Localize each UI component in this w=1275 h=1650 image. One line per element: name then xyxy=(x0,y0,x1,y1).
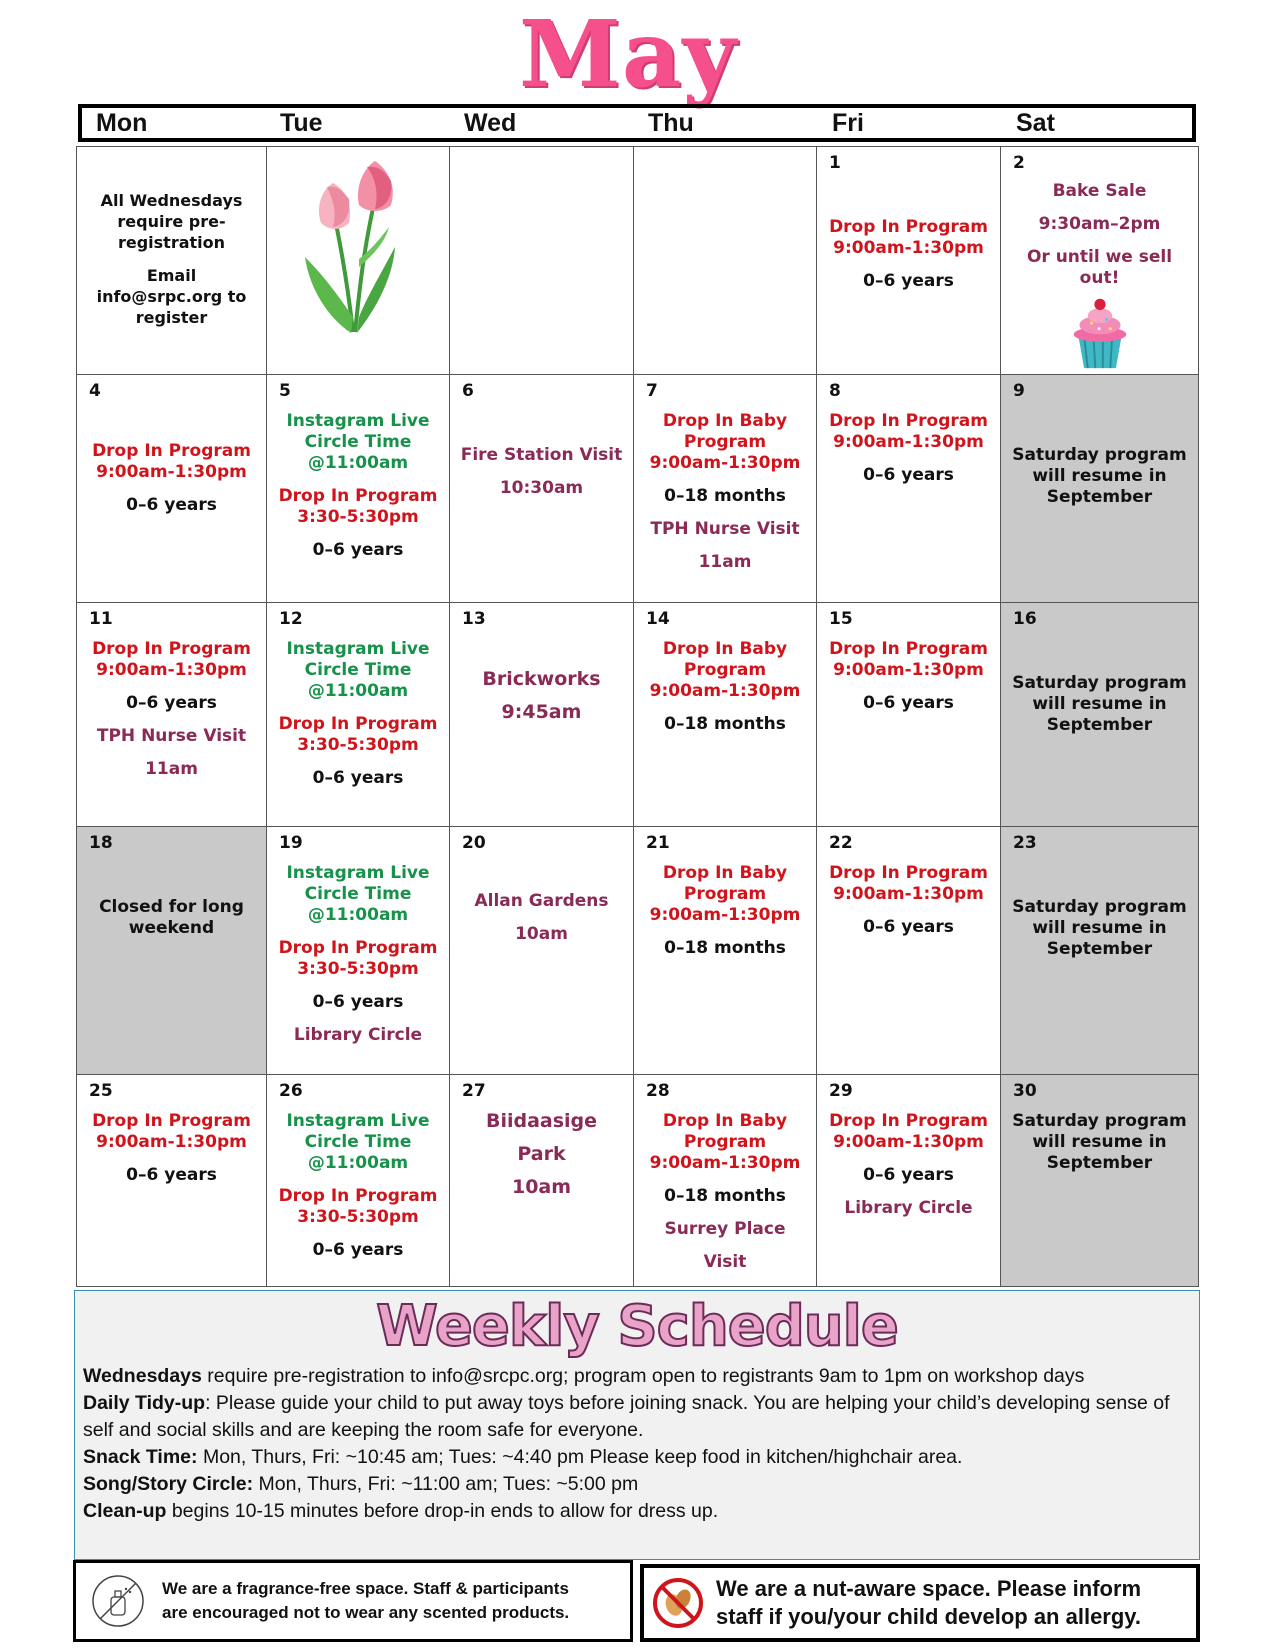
event-line: 9:00am-1:30pm xyxy=(96,660,247,680)
event-line: Instagram Live xyxy=(286,863,430,883)
header-mon: Mon xyxy=(96,109,148,137)
day-number: 21 xyxy=(646,833,670,853)
event-line: Drop In Program xyxy=(92,1111,251,1131)
day-number: 4 xyxy=(89,381,101,401)
day-cell-30 xyxy=(1001,1075,1199,1287)
event-line: Bake Sale xyxy=(1052,181,1147,201)
note-line: register xyxy=(135,307,208,327)
event-line: Drop In Program xyxy=(829,217,988,237)
event-line: Drop In Baby xyxy=(662,639,788,659)
event-line: 10:30am xyxy=(499,478,584,498)
event-line: 3:30-5:30pm xyxy=(297,735,419,755)
tulip-illustration-icon xyxy=(267,147,450,375)
event-line: 3:30-5:30pm xyxy=(297,1207,419,1227)
event-line: 9:00am-1:30pm xyxy=(833,238,984,258)
event-line: will resume in xyxy=(1032,1132,1167,1152)
event-line: Drop In Program xyxy=(829,639,988,659)
day-cell-4 xyxy=(77,375,267,603)
day-number: 16 xyxy=(1013,609,1037,629)
day-cell-19 xyxy=(267,827,450,1075)
event-line: will resume in xyxy=(1032,466,1167,486)
event-line: 9:00am-1:30pm xyxy=(833,1132,984,1152)
day-cell-1 xyxy=(817,147,1001,375)
fragrance-line: We are a fragrance-free space. Staff & participants xyxy=(162,1579,569,1598)
event-line: Drop In Baby xyxy=(662,863,788,883)
event-line: Drop In Program xyxy=(278,938,438,958)
note-line: All Wednesdays xyxy=(100,190,243,210)
event-line: Surrey Place xyxy=(664,1219,786,1239)
clean-up-rule: Clean-up begins 10-15 minutes before drop-in ends to allow for dress up. xyxy=(83,1500,719,1522)
weekly-schedule-body xyxy=(75,1363,1199,1525)
wednesdays-rule: Wednesdays require pre-registration to info@srcpc.org; program open to registrants 9am to 1pm on workshop days xyxy=(83,1365,1085,1387)
event-line: 0–6 years xyxy=(312,992,404,1012)
day-cell-5 xyxy=(267,375,450,603)
event-line: 0–6 years xyxy=(863,465,954,485)
day-number: 12 xyxy=(279,609,303,629)
day-number: 9 xyxy=(1013,381,1025,401)
day-cell-11 xyxy=(77,603,267,827)
event-line: 0–6 years xyxy=(863,693,954,713)
event-line: Brickworks xyxy=(482,668,601,690)
event-line: 9:00am-1:30pm xyxy=(649,1153,801,1173)
day-number: 15 xyxy=(829,609,853,629)
event-line: 0–6 years xyxy=(863,271,954,291)
day-number: 27 xyxy=(462,1081,486,1101)
event-line: 3:30-5:30pm xyxy=(297,959,419,979)
event-line: Or until we sell out! xyxy=(1026,247,1173,288)
event-line: Closed for long xyxy=(99,897,244,917)
day-cell-9 xyxy=(1001,375,1199,603)
day-number: 6 xyxy=(462,381,474,401)
header-fri: Fri xyxy=(832,109,864,137)
event-line: 11am xyxy=(698,552,752,572)
day-number: 8 xyxy=(829,381,841,401)
event-line: 0–6 years xyxy=(312,1240,404,1260)
event-line: 3:30-5:30pm xyxy=(297,507,419,527)
day-cell-14 xyxy=(634,603,817,827)
event-line: Drop In Program xyxy=(278,486,438,506)
event-line: 0–6 years xyxy=(312,768,404,788)
event-line: @11:00am xyxy=(307,681,409,701)
event-line: Instagram Live xyxy=(286,411,430,431)
nut-line: We are a nut-aware space. Please inform xyxy=(716,1576,1142,1601)
event-line: 9:00am-1:30pm xyxy=(833,432,984,452)
note-line: info@srpc.org to xyxy=(96,286,247,306)
header-tue: Tue xyxy=(280,109,323,137)
day-number: 13 xyxy=(462,609,486,629)
event-line: 0–18 months xyxy=(664,938,786,958)
event-line: Drop In Program xyxy=(829,411,988,431)
event-line: 0–18 months xyxy=(664,486,786,506)
event-line: 0–18 months xyxy=(664,1186,786,1206)
empty-cell xyxy=(450,147,634,375)
day-cell-12 xyxy=(267,603,450,827)
day-cell-28 xyxy=(634,1075,817,1287)
header-thu: Thu xyxy=(648,109,694,137)
event-line: September xyxy=(1046,487,1153,507)
event-line: Instagram Live xyxy=(286,639,430,659)
event-line: Program xyxy=(683,1132,767,1152)
event-line: 9:00am-1:30pm xyxy=(96,462,247,482)
tidy-up-rule: Daily Tidy-up: Please guide your child to put away toys before joining snack. You are helping your child’s developing sense of self and social skills and are keeping the room safe for everyone. xyxy=(83,1392,1170,1441)
event-line: Instagram Live xyxy=(286,1111,430,1131)
nut-aware-notice xyxy=(640,1564,1200,1642)
day-cell-13 xyxy=(450,603,634,827)
day-cell-26 xyxy=(267,1075,450,1287)
event-line: 0–6 years xyxy=(126,693,217,713)
day-number: 30 xyxy=(1013,1081,1037,1101)
day-cell-29 xyxy=(817,1075,1001,1287)
header-wed: Wed xyxy=(464,109,517,137)
day-number: 2 xyxy=(1013,153,1025,173)
weekly-schedule-panel xyxy=(74,1290,1200,1560)
event-line: 9:00am-1:30pm xyxy=(649,681,801,701)
event-line: @11:00am xyxy=(307,453,409,473)
song-story-rule: Song/Story Circle: Mon, Thurs, Fri: ~11:00 am; Tues: ~5:00 pm xyxy=(83,1473,639,1495)
event-line: 11am xyxy=(145,759,198,779)
event-line: Drop In Program xyxy=(829,1111,988,1131)
calendar-grid xyxy=(76,146,1199,1287)
day-cell-20 xyxy=(450,827,634,1075)
event-line: 9:30am–2pm xyxy=(1038,214,1161,234)
no-nuts-icon xyxy=(652,1577,704,1629)
registration-note-cell xyxy=(77,147,267,375)
event-line: Drop In Program xyxy=(92,639,251,659)
day-number: 22 xyxy=(829,833,853,853)
event-line: Fire Station Visit xyxy=(460,445,623,465)
note-line: require pre- xyxy=(117,211,226,231)
empty-cell xyxy=(634,147,817,375)
day-number: 25 xyxy=(89,1081,113,1101)
day-number: 20 xyxy=(462,833,486,853)
event-line: Circle Time xyxy=(304,432,412,452)
no-perfume-icon xyxy=(90,1573,146,1629)
day-number: 26 xyxy=(279,1081,303,1101)
day-cell-16 xyxy=(1001,603,1199,827)
event-line: 9:45am xyxy=(501,701,582,723)
event-line: 10am xyxy=(515,924,568,944)
day-number: 28 xyxy=(646,1081,670,1101)
event-line: Biidaasige xyxy=(485,1110,598,1132)
day-cell-21 xyxy=(634,827,817,1075)
event-line: September xyxy=(1046,1153,1153,1173)
event-line: 0–6 years xyxy=(863,917,954,937)
event-line: Drop In Program xyxy=(92,441,251,461)
day-number: 11 xyxy=(89,609,113,629)
event-line: @11:00am xyxy=(307,905,409,925)
weekday-header xyxy=(78,104,1196,142)
day-cell-27 xyxy=(450,1075,634,1287)
note-line: Email xyxy=(146,265,197,285)
event-line: Drop In Program xyxy=(278,714,438,734)
day-cell-22 xyxy=(817,827,1001,1075)
event-line: 0–18 months xyxy=(664,714,786,734)
month-title: May xyxy=(519,0,737,108)
event-line: Library Circle xyxy=(293,1025,423,1045)
nut-line: staff if you/your child develop an allergy. xyxy=(716,1604,1142,1629)
tulip-cell xyxy=(267,147,450,375)
day-number: 1 xyxy=(829,153,841,173)
day-number: 23 xyxy=(1013,833,1037,853)
event-line: 9:00am-1:30pm xyxy=(96,1132,247,1152)
event-line: Program xyxy=(683,432,767,452)
day-cell-18 xyxy=(77,827,267,1075)
event-line: 0–6 years xyxy=(126,495,217,515)
day-cell-6 xyxy=(450,375,634,603)
day-number: 5 xyxy=(279,381,291,401)
event-line: Program xyxy=(683,660,767,680)
event-line: September xyxy=(1046,715,1153,735)
weekly-schedule-title: Weekly Schedule xyxy=(376,1294,898,1359)
event-line: Circle Time xyxy=(304,1132,412,1152)
fragrance-line: are encouraged not to wear any scented products. xyxy=(162,1603,570,1622)
event-line: Visit xyxy=(703,1252,747,1272)
note-line: registration xyxy=(117,232,226,252)
event-line: will resume in xyxy=(1032,694,1167,714)
day-cell-7 xyxy=(634,375,817,603)
event-line: Library Circle xyxy=(844,1198,973,1218)
day-cell-25 xyxy=(77,1075,267,1287)
day-cell-8 xyxy=(817,375,1001,603)
event-line: Park xyxy=(517,1143,566,1165)
day-cell-15 xyxy=(817,603,1001,827)
event-line: Drop In Program xyxy=(829,863,988,883)
cupcake-illustration-icon xyxy=(1065,295,1135,370)
day-number: 14 xyxy=(646,609,670,629)
snack-time-rule: Snack Time: Mon, Thurs, Fri: ~10:45 am; Tues: ~4:40 pm Please keep food in kitchen/highchair area. xyxy=(83,1446,963,1468)
event-line: @11:00am xyxy=(307,1153,409,1173)
event-line: TPH Nurse Visit xyxy=(96,726,247,746)
event-line: 10am xyxy=(511,1176,572,1198)
event-line: Saturday program xyxy=(1012,445,1187,465)
event-line: 0–6 years xyxy=(126,1165,217,1185)
event-line: Circle Time xyxy=(304,660,412,680)
day-number: 29 xyxy=(829,1081,853,1101)
event-line: Drop In Baby xyxy=(662,1111,788,1131)
event-line: will resume in xyxy=(1032,918,1167,938)
event-line: 0–6 years xyxy=(312,540,404,560)
event-line: 0–6 years xyxy=(863,1165,954,1185)
event-line: 9:00am-1:30pm xyxy=(649,453,801,473)
event-line: 9:00am-1:30pm xyxy=(649,905,801,925)
event-line: 9:00am-1:30pm xyxy=(833,660,984,680)
event-line: Program xyxy=(683,884,767,904)
event-line: 9:00am-1:30pm xyxy=(833,884,984,904)
event-line: Saturday program xyxy=(1012,897,1187,917)
day-cell-23 xyxy=(1001,827,1199,1075)
header-sat: Sat xyxy=(1016,109,1055,137)
event-line: weekend xyxy=(128,918,215,938)
day-number: 19 xyxy=(279,833,303,853)
event-line: Allan Gardens xyxy=(474,891,609,911)
event-line: Saturday program xyxy=(1012,673,1187,693)
event-line: Drop In Baby xyxy=(662,411,788,431)
event-line: Saturday program xyxy=(1012,1111,1187,1131)
day-cell-2 xyxy=(1001,147,1199,375)
event-line: Circle Time xyxy=(304,884,412,904)
event-line: September xyxy=(1046,939,1153,959)
event-line: TPH Nurse Visit xyxy=(650,519,800,539)
event-line: Drop In Program xyxy=(278,1186,438,1206)
day-number: 7 xyxy=(646,381,658,401)
fragrance-free-notice xyxy=(73,1560,633,1642)
day-number: 18 xyxy=(89,833,113,853)
